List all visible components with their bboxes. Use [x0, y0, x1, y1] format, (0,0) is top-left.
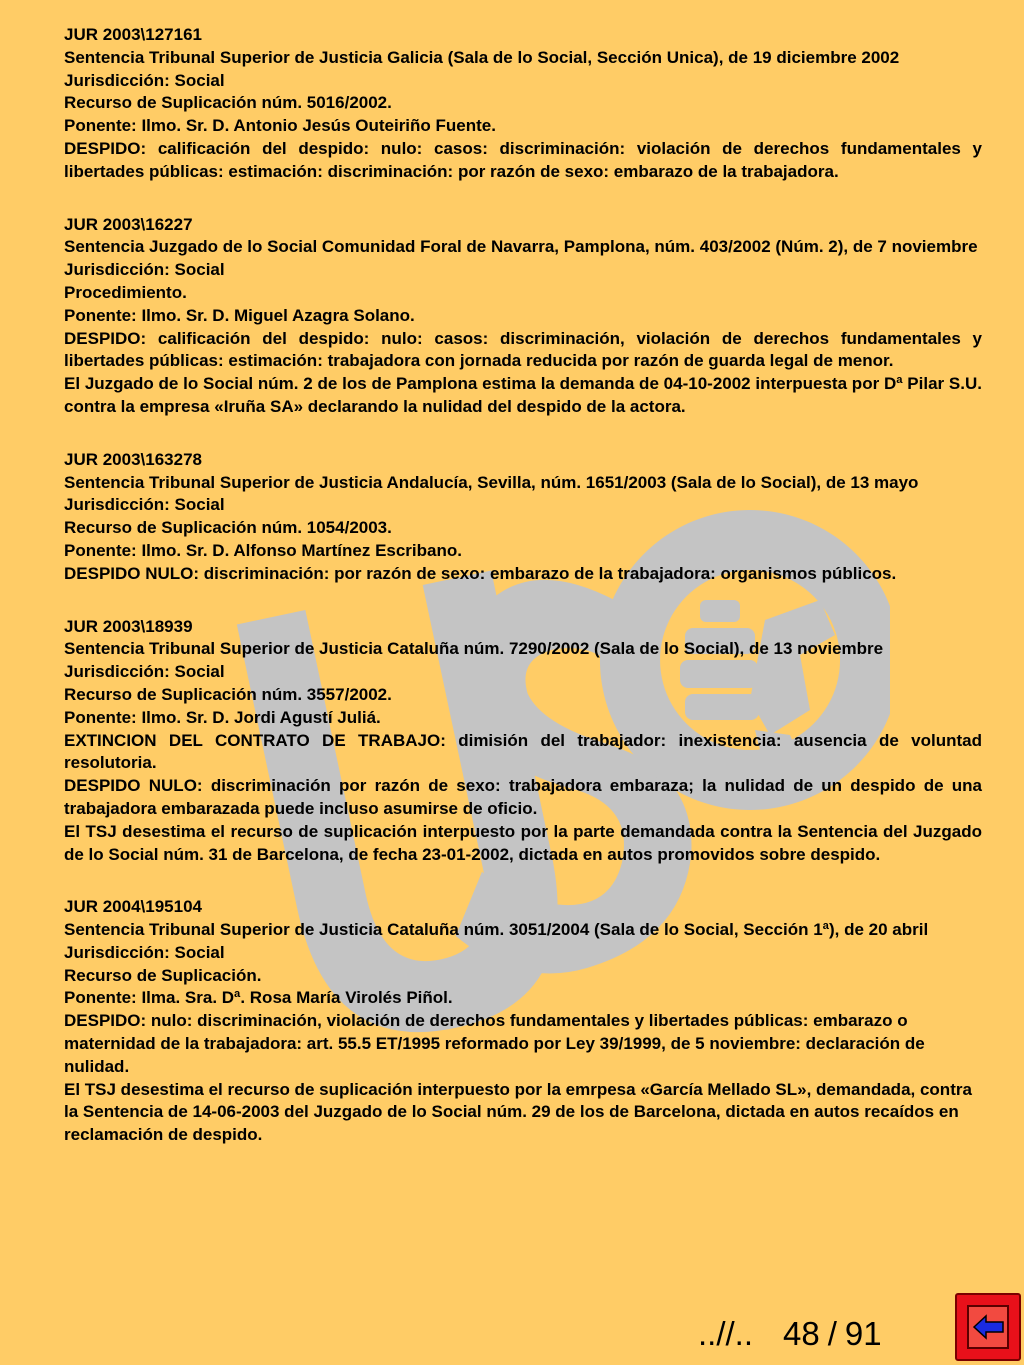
back-button[interactable]	[955, 1293, 1021, 1361]
entry-procedure: Recurso de Suplicación núm. 5016/2002.	[64, 93, 392, 113]
jurisprudence-entry	[64, 616, 982, 867]
entry-ponente: Ponente: Ilmo. Sr. D. Antonio Jesús Outeiriño Fuente.	[64, 116, 496, 136]
entry-ponente: Ponente: Ilmo. Sr. D. Miguel Azagra Solano.	[64, 305, 415, 325]
entry-summary: DESPIDO: nulo: discriminación, violación de derechos fundamentales y libertades públicas: embarazo o maternidad de la trabajadora: art. 55.5 ET/1995 reformado por Ley 39/1999, de 5 noviembre: declaración de nulidad.	[64, 1011, 925, 1076]
entry-reference: JUR 2003\18939	[64, 616, 193, 636]
entry-reference: JUR 2003\127161	[64, 25, 203, 44]
entry-summary: El Juzgado de lo Social núm. 2 de los de Pamplona estima la demanda de 04-10-2002 interpuesta por Dª Pilar S.U. contra la empresa «Iruña SA» declarando la nulidad del despido de la actora.	[64, 374, 982, 416]
entry-jurisdiction: Jurisdicción: Social	[64, 942, 225, 962]
entry-title: Sentencia Juzgado de lo Social Comunidad Foral de Navarra, Pamplona, núm. 403/2002 (Núm. 2), de 7 noviembre	[64, 237, 978, 257]
entry-jurisdiction: Jurisdicción: Social	[64, 495, 225, 515]
entry-jurisdiction: Jurisdicción: Social	[64, 662, 225, 682]
entry-ponente: Ponente: Ilma. Sra. Dª. Rosa María Virolés Piñol.	[64, 988, 453, 1008]
entry-jurisdiction: Jurisdicción: Social	[64, 260, 225, 280]
entry-title: Sentencia Tribunal Superior de Justicia Cataluña núm. 7290/2002 (Sala de lo Social), de 13 noviembre	[64, 639, 884, 659]
entry-title: Sentencia Tribunal Superior de Justicia Andalucía, Sevilla, núm. 1651/2003 (Sala de lo Social), de 13 mayo	[64, 472, 919, 492]
entry-procedure: Procedimiento.	[64, 282, 187, 302]
entry-summary: DESPIDO NULO: discriminación: por razón de sexo: embarazo de la trabajadora: organismos públicos.	[64, 563, 897, 583]
continuation-mark: ..//..	[698, 1315, 754, 1352]
entry-procedure: Recurso de Suplicación núm. 1054/2003.	[64, 518, 392, 538]
jurisprudence-entry	[64, 449, 982, 586]
back-button-face[interactable]	[967, 1305, 1009, 1349]
entry-ponente: Ponente: Ilmo. Sr. D. Alfonso Martínez Escribano.	[64, 540, 462, 560]
page-indicator	[698, 1314, 882, 1354]
entry-title: Sentencia Tribunal Superior de Justicia Galicia (Sala de lo Social, Sección Unica), de 19 diciembre 2002	[64, 47, 900, 67]
entry-summary: DESPIDO: calificación del despido: nulo: casos: discriminación: violación de derechos fundamentales y libertades públicas: estimación: discriminación: por razón de sexo: embarazo de la trabajadora.	[64, 138, 982, 181]
jurisprudence-entry	[64, 24, 982, 184]
jurisprudence-entry	[64, 896, 982, 1147]
entry-ponente: Ponente: Ilmo. Sr. D. Jordi Agustí Juliá.	[64, 707, 381, 727]
entry-reference: JUR 2004\195104	[64, 897, 203, 917]
entry-summary: El TSJ desestima el recurso de suplicación interpuesto por la emrpesa «García Mellado SL», demandada, contra la Sentencia de 14-06-2003 del Juzgado de lo Social núm. 29 de los de Barcelona, dictada en autos recaídos en reclamación de despido.	[64, 1079, 972, 1145]
entry-summary: DESPIDO NULO: discriminación por razón de sexo: trabajadora embaraza; la nulidad de un despido de una trabajadora embarazada puede incluso asumirse de oficio.	[64, 776, 982, 818]
entry-procedure: Recurso de Suplicación núm. 3557/2002.	[64, 684, 392, 704]
page-current: 48	[783, 1315, 820, 1352]
entry-procedure: Recurso de Suplicación.	[64, 965, 262, 985]
entry-title: Sentencia Tribunal Superior de Justicia Cataluña núm. 3051/2004 (Sala de lo Social, Sección 1ª), de 20 abril	[64, 920, 929, 940]
back-arrow-icon	[973, 1314, 1005, 1340]
entry-jurisdiction: Jurisdicción: Social	[64, 70, 225, 90]
entry-reference: JUR 2003\16227	[64, 214, 193, 234]
entry-summary: DESPIDO: calificación del despido: nulo: casos: discriminación, violación de derechos fundamentales y libertades públicas: estimación: trabajadora con jornada reducida por razón de guarda legal de menor.	[64, 328, 982, 371]
document-body	[64, 24, 982, 1177]
entry-summary: El TSJ desestima el recurso de suplicación interpuesto por la parte demandada contra la Sentencia del Juzgado de lo Social núm. 31 de Barcelona, de fecha 23-01-2002, dictada en autos promovidos sobre despido.	[64, 821, 982, 864]
page-separator: /	[827, 1315, 837, 1352]
page-total: 91	[844, 1315, 882, 1352]
jurisprudence-entry	[64, 214, 982, 419]
entry-reference: JUR 2003\163278	[64, 449, 203, 469]
entry-summary: EXTINCION DEL CONTRATO DE TRABAJO: dimisión del trabajador: inexistencia: ausencia de voluntad resolutoria.	[64, 730, 982, 773]
